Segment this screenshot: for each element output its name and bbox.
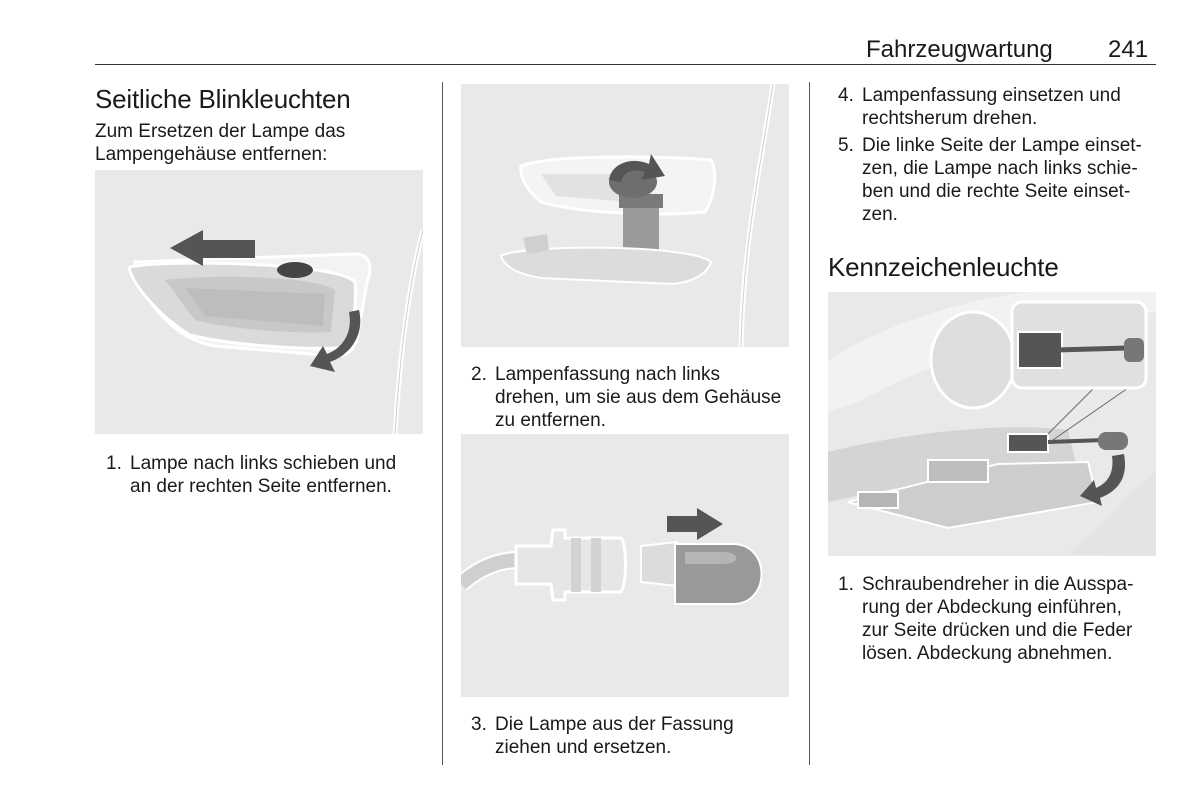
step-number: 1. <box>838 574 854 595</box>
step-text-line: Lampe nach links schieben und <box>130 453 397 474</box>
figure-rotate-lamp-socket <box>461 84 789 347</box>
running-header-title: Fahrzeugwartung <box>866 36 1053 63</box>
step-text-line: zur Seite drücken und die Feder <box>862 620 1133 641</box>
intro-text-line1: Zum Ersetzen der Lampe das <box>95 121 346 142</box>
step-text-line: ben und die rechte Seite einset- <box>862 181 1131 202</box>
column-divider-left <box>442 82 443 765</box>
step-4-instruction <box>838 84 1158 132</box>
header-rule <box>95 64 1156 65</box>
step-3-instruction <box>471 713 801 761</box>
step-text-line: drehen, um sie aus dem Gehäuse <box>495 387 782 408</box>
step-number: 1. <box>106 453 122 474</box>
page-number: 241 <box>1108 36 1149 63</box>
column-divider-right <box>809 82 810 765</box>
step-number: 5. <box>838 135 854 156</box>
section-heading-side-indicators: Seitliche Blinkleuchten <box>95 84 351 114</box>
step-text-line: rung der Abdeckung einführen, <box>862 597 1122 618</box>
step-text-line: an der rechten Seite entfernen. <box>130 476 392 497</box>
step-text-line: zen. <box>862 204 898 225</box>
step-text-line: Lampenfassung einsetzen und <box>862 85 1121 106</box>
step-text-line: Lampenfassung nach links <box>495 364 720 385</box>
step-text-line: lösen. Abdeckung abnehmen. <box>862 643 1113 664</box>
intro-text-line2: Lampengehäuse entfernen: <box>95 144 328 165</box>
figure-remove-plate-light-cover <box>828 292 1156 556</box>
step-1-plate-light-instruction <box>838 573 1158 667</box>
figure-remove-lamp-housing <box>95 170 423 434</box>
section-heading-license-plate-light: Kennzeichenleuchte <box>828 252 1059 282</box>
step-text-line: ziehen und ersetzen. <box>495 737 672 758</box>
step-number: 2. <box>471 364 487 385</box>
step-text-line: Die Lampe aus der Fassung <box>495 714 734 735</box>
step-text-line: zu entfernen. <box>495 410 606 431</box>
step-text-line: zen, die Lampe nach links schie- <box>862 158 1138 179</box>
step-text-line: Die linke Seite der Lampe einset- <box>862 135 1142 156</box>
step-2-instruction <box>471 363 801 433</box>
step-number: 3. <box>471 714 487 735</box>
step-1-instruction <box>106 452 436 500</box>
step-text-line: Schraubendreher in die Ausspa- <box>862 574 1134 595</box>
figure-replace-bulb <box>461 434 789 697</box>
step-number: 4. <box>838 85 854 106</box>
step-text-line: rechtsherum drehen. <box>862 108 1038 129</box>
step-5-instruction <box>838 134 1158 228</box>
